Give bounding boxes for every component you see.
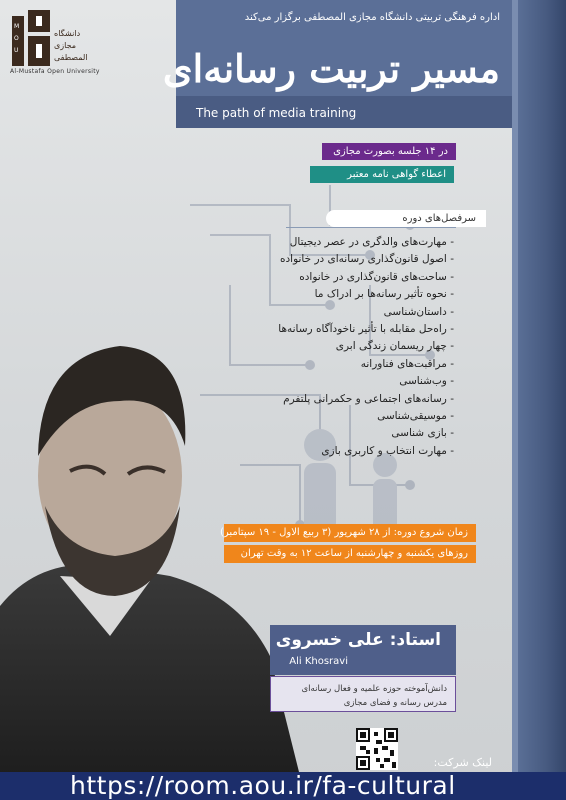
qr-code-icon[interactable] <box>356 728 398 770</box>
list-item: - موسیقی‌شناسی <box>278 410 454 427</box>
list-item: - ساحت‌های قانون‌گذاری در خانواده <box>278 271 454 288</box>
svg-text:O: O <box>14 35 19 42</box>
page-title: مسیر تربیت رسانه‌ای <box>162 46 500 91</box>
teacher-name-en: Ali Khosravi <box>289 656 348 667</box>
list-item: - داستان‌شناسی <box>278 306 454 323</box>
syllabus-heading: سرفصل‌های دوره <box>326 210 486 227</box>
start-date-ribbon: زمان شروع دوره: از ۲۸ شهریور (۳ ربیع الاول - ۱۹ سپتامبر) <box>224 524 476 542</box>
sessions-ribbon: در ۱۴ جلسه بصورت مجازی <box>322 143 456 160</box>
list-item: - وب‌شناسی <box>278 375 454 392</box>
list-item: - اصول قانون‌گذاری رسانه‌ای در خانواده <box>278 253 454 270</box>
list-item: - نحوه تأثیر رسانه‌ها بر ادراک ما <box>278 288 454 305</box>
schedule-days-ribbon: روزهای یکشنبه و چهارشنبه از ساعت ۱۲ به وقت تهران <box>224 545 476 563</box>
university-name-en: Al-Mustafa Open University <box>10 68 100 75</box>
link-label: لینک شرکت: <box>433 756 492 769</box>
list-item: - راه‌حل مقابله با تأثیر ناخودآگاه رسانه‌ها <box>278 323 454 340</box>
list-item: - مهارت‌های والدگری در عصر دیجیتال <box>278 236 454 253</box>
list-item: - مهارت انتخاب و کاربری بازی <box>278 445 454 462</box>
svg-text:المصطفی: المصطفی <box>54 53 88 62</box>
list-item: - رسانه‌های اجتماعی و حکمرانی پلتفرم <box>278 393 454 410</box>
divider <box>286 227 456 228</box>
svg-text:مجازی: مجازی <box>54 41 77 50</box>
certificate-ribbon: اعطاء گواهی نامه معتبر <box>310 166 454 183</box>
list-item: - بازی شناسی <box>278 427 454 444</box>
list-item: - مراقبت‌های فناورانه <box>278 358 454 375</box>
svg-text:U: U <box>14 47 19 54</box>
list-item: - چهار ریسمان زندگی ابری <box>278 340 454 357</box>
teacher-name-fa: استاد: علی خسروی <box>275 630 441 650</box>
registration-link[interactable]: https://room.aou.ir/fa-cultural <box>70 771 456 800</box>
teacher-description <box>270 676 456 712</box>
side-stripe <box>518 0 566 800</box>
svg-text:دانشگاه: دانشگاه <box>54 29 81 38</box>
svg-text:M: M <box>14 23 20 30</box>
teacher-desc-line: دانش‌آموخته حوزه علمیه و فعال رسانه‌ای <box>301 684 447 694</box>
teacher-desc-line: مدرس رسانه و فضای مجازی <box>343 698 447 708</box>
organizer-line: اداره فرهنگی تربیتی دانشگاه مجازی المصطفی برگزار می‌کند <box>244 12 500 23</box>
page-subtitle-en: The path of media training <box>196 106 357 120</box>
syllabus-list <box>278 236 454 462</box>
